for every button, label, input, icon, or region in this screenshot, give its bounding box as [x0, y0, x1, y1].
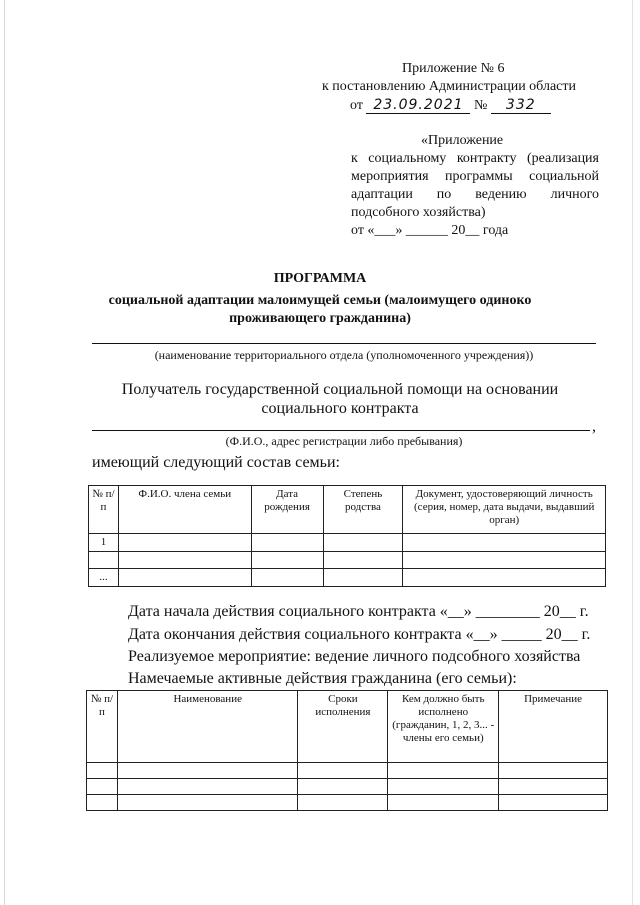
table-cell — [87, 779, 118, 795]
actions-intro: Намечаемые активные действия гражданина (его семьи): — [128, 670, 517, 687]
recipient-caption: (Ф.И.О., адрес регистрации либо пребывания) — [225, 434, 463, 448]
contract-end-line: Дата окончания действия социального контракта «__» _____ 20__ г. — [128, 626, 591, 643]
recipient-line-1: Получатель государственной социальной помощи на основании — [121, 381, 559, 398]
table-cell — [117, 779, 298, 795]
table-cell — [298, 763, 388, 779]
program-title: ПРОГРАММА — [273, 271, 367, 286]
family-col-name: Ф.И.О. члена семьи — [118, 486, 251, 534]
family-intro: имеющий следующий состав семьи: — [92, 454, 340, 471]
dept-caption: (наименование территориального отдела (уполномоченного учреждения)) — [154, 348, 534, 362]
recipient-comma: , — [592, 418, 596, 435]
scan-edge-left — [4, 0, 5, 905]
family-col-birthdate: Дата рождения — [251, 486, 323, 534]
table-cell — [499, 779, 608, 795]
table-cell — [403, 534, 606, 552]
table-cell — [403, 552, 606, 569]
scan-edge-right — [632, 0, 633, 905]
table-row — [89, 569, 606, 587]
table-row — [89, 534, 606, 552]
handwritten-date: 23.09.2021 — [366, 97, 470, 114]
appendix-line-3: мероприятия программы социальной — [351, 169, 599, 184]
table-cell — [499, 763, 608, 779]
table-cell — [403, 569, 606, 587]
table-cell — [251, 552, 323, 569]
actions-col-number: № п/п — [87, 691, 118, 763]
table-cell: ... — [89, 569, 119, 587]
appendix-line-5: подсобного хозяйства) — [351, 205, 486, 220]
table-cell — [117, 795, 298, 811]
handwritten-number: 332 — [491, 97, 551, 114]
header-appendix-number: Приложение № 6 — [402, 61, 505, 76]
table-cell — [388, 763, 499, 779]
table-cell — [251, 534, 323, 552]
appendix-date-line: от «___» ______ 20__ года — [351, 223, 509, 238]
table-cell — [87, 795, 118, 811]
actions-table-header — [87, 691, 608, 763]
table-cell — [323, 552, 403, 569]
actions-col-executor: Кем должно быть исполнено (гражданин, 1, 2, 3... - члены его семьи) — [388, 691, 499, 763]
table-cell — [251, 569, 323, 587]
program-subtitle-1: социальной адаптации малоимущей семьи (малоимущего одиноко — [108, 293, 532, 308]
table-cell — [87, 763, 118, 779]
table-cell — [89, 552, 119, 569]
table-cell — [388, 779, 499, 795]
appendix-line-4: адаптации по ведению личного — [351, 187, 599, 202]
table-cell — [298, 795, 388, 811]
family-table-header — [89, 486, 606, 534]
actions-col-deadline: Сроки исполнения — [298, 691, 388, 763]
table-cell — [298, 779, 388, 795]
table-row — [87, 763, 608, 779]
activity-line: Реализуемое мероприятие: ведение личного подсобного хозяйства — [128, 648, 581, 665]
table-cell — [117, 763, 298, 779]
table-cell — [118, 534, 251, 552]
appendix-title: «Приложение — [421, 133, 504, 148]
table-cell — [323, 534, 403, 552]
table-cell — [118, 569, 251, 587]
program-subtitle-2: проживающего гражданина) — [229, 311, 411, 326]
table-row — [87, 795, 608, 811]
family-table — [88, 485, 606, 587]
table-cell: 1 — [89, 534, 119, 552]
table-cell — [388, 795, 499, 811]
date-prefix: от — [350, 98, 363, 113]
header-date-line — [350, 97, 551, 114]
contract-start-line: Дата начала действия социального контракта «__» ________ 20__ г. — [128, 603, 589, 620]
table-cell — [323, 569, 403, 587]
family-col-document: Документ, удостоверяющий личность (серия, номер, дата выдачи, выдавший орган) — [403, 486, 606, 534]
table-cell — [499, 795, 608, 811]
appendix-line-2: к социальному контракту (реализация — [351, 151, 599, 166]
table-row — [89, 552, 606, 569]
recipient-fill-line — [92, 430, 590, 431]
recipient-line-2: социального контракта — [261, 400, 419, 417]
actions-table — [86, 690, 608, 811]
family-col-relation: Степень родства — [323, 486, 403, 534]
family-col-number: № п/п — [89, 486, 119, 534]
actions-col-note: Примечание — [499, 691, 608, 763]
table-row — [87, 779, 608, 795]
table-cell — [118, 552, 251, 569]
header-decree-line: к постановлению Администрации области — [322, 79, 576, 94]
actions-col-name: Наименование — [117, 691, 298, 763]
number-label: № — [473, 98, 488, 113]
dept-fill-line — [92, 343, 596, 344]
